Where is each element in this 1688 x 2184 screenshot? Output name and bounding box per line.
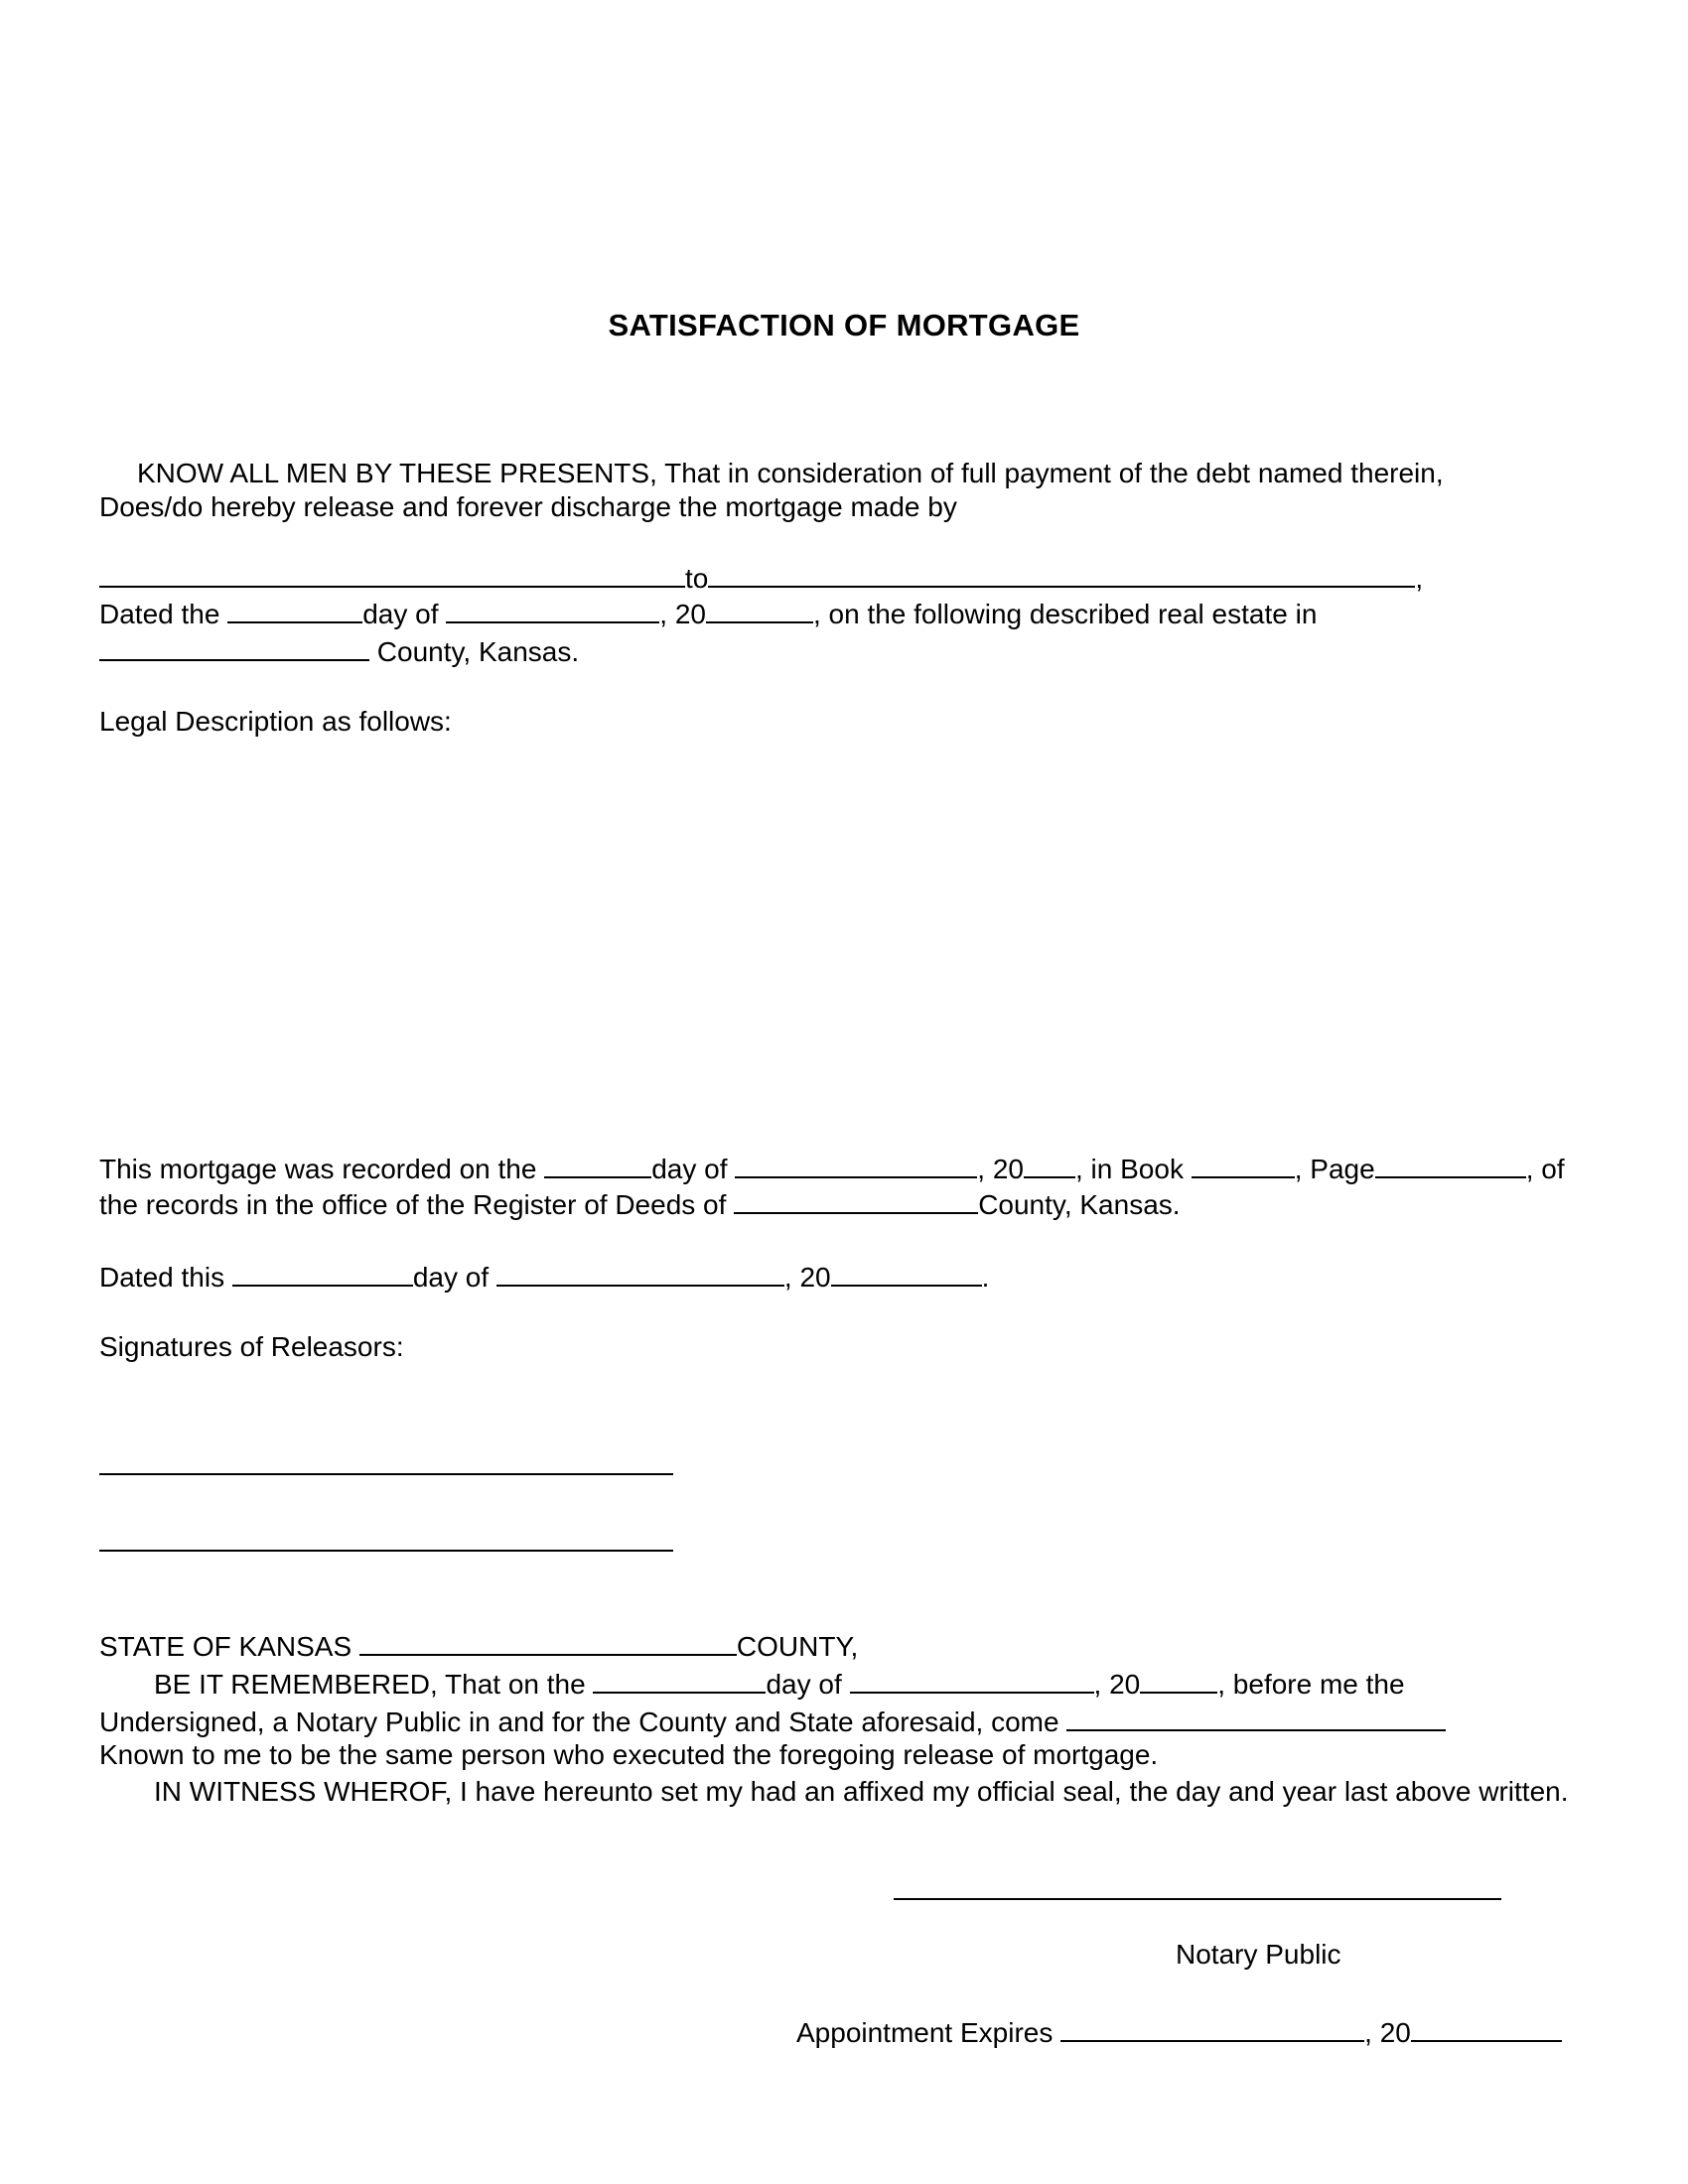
intro-line-1: KNOW ALL MEN BY THESE PRESENTS, That in consideration of full payment of the debt named therein, xyxy=(137,458,1444,488)
dated-day-of-label: day of xyxy=(362,599,447,629)
dated-this-year-blank[interactable] xyxy=(831,1257,982,1287)
county-blank[interactable] xyxy=(99,631,369,661)
notary-signature-line[interactable] xyxy=(894,1898,1501,1900)
remembered-line xyxy=(154,1664,1405,1702)
remembered-year-blank[interactable] xyxy=(1140,1664,1217,1694)
parties-line xyxy=(99,558,1423,596)
dated-the-label: Dated the xyxy=(99,599,228,629)
recorded-month-blank[interactable] xyxy=(735,1149,977,1178)
remembered-day-of: day of xyxy=(766,1669,850,1700)
register-of-deeds-text: the records in the office of the Register of Deeds of xyxy=(99,1189,735,1220)
remembered-label: BE IT REMEMBERED, That on the xyxy=(154,1669,594,1700)
register-county-blank[interactable] xyxy=(734,1184,978,1214)
recorded-line-1 xyxy=(99,1149,1565,1186)
releasor-signature-line-1[interactable] xyxy=(99,1473,673,1475)
recorded-line-2 xyxy=(99,1184,1181,1222)
legal-description-label: Legal Description as follows: xyxy=(99,706,452,737)
mortgagor-blank[interactable] xyxy=(99,558,685,588)
dated-this-line xyxy=(99,1257,989,1295)
appointment-date-blank[interactable] xyxy=(1060,2012,1364,2042)
county-line xyxy=(99,631,579,669)
recorded-page-blank[interactable] xyxy=(1375,1149,1526,1178)
dated-this-period: . xyxy=(981,1262,990,1293)
dated-line xyxy=(99,594,1317,631)
recorded-day-of: day of xyxy=(651,1154,736,1184)
remembered-before-me: , before me the xyxy=(1217,1669,1405,1700)
recorded-year-prefix: , 20 xyxy=(977,1154,1024,1184)
remembered-day-blank[interactable] xyxy=(593,1664,766,1694)
known-line: Known to me to be the same person who executed the foregoing release of mortgage. xyxy=(99,1739,1159,1770)
dated-day-blank[interactable] xyxy=(227,594,362,623)
signatures-label: Signatures of Releasors: xyxy=(99,1331,404,1362)
witness-line: IN WITNESS WHEROF, I have hereunto set my had an affixed my official seal, the day and year last above written. xyxy=(154,1776,1569,1807)
intro-line-2: Does/do hereby release and forever discharge the mortgage made by xyxy=(99,491,957,522)
appointment-expires-label: Appointment Expires xyxy=(796,2017,1061,2048)
remembered-month-blank[interactable] xyxy=(850,1664,1094,1694)
dated-this-day-of: day of xyxy=(412,1262,496,1293)
undersigned-line xyxy=(99,1702,1446,1739)
to-word: to xyxy=(685,563,709,594)
appointment-line xyxy=(796,2012,1562,2050)
state-of-kansas-line xyxy=(99,1626,858,1664)
dated-this-month-blank[interactable] xyxy=(496,1257,784,1287)
notary-public-label: Notary Public xyxy=(1176,1939,1341,1970)
appointment-year-prefix: , 20 xyxy=(1364,2017,1411,2048)
recorded-label: This mortgage was recorded on the xyxy=(99,1154,545,1184)
recorded-book-blank[interactable] xyxy=(1192,1149,1295,1178)
recorded-book-label: , in Book xyxy=(1075,1154,1192,1184)
remembered-year-prefix: , 20 xyxy=(1093,1669,1141,1700)
state-of-kansas-label: STATE OF KANSAS xyxy=(99,1631,359,1662)
document-title: SATISFACTION OF MORTGAGE xyxy=(608,308,1080,342)
dated-this-label: Dated this xyxy=(99,1262,232,1293)
recorded-year-blank[interactable] xyxy=(1024,1149,1075,1178)
dated-month-blank[interactable] xyxy=(446,594,659,623)
recorded-of-text: , of xyxy=(1525,1154,1565,1184)
register-county-kansas: County, Kansas. xyxy=(978,1189,1181,1220)
dated-year-prefix: , 20 xyxy=(659,599,706,629)
dated-year-blank[interactable] xyxy=(706,594,813,623)
recorded-day-blank[interactable] xyxy=(544,1149,651,1178)
dated-this-year-prefix: , 20 xyxy=(783,1262,831,1293)
recorded-page-label: , Page xyxy=(1294,1154,1375,1184)
notary-county-label: COUNTY, xyxy=(736,1631,859,1662)
parties-comma: , xyxy=(1415,563,1424,594)
dated-rest-text: , on the following described real estate in xyxy=(812,599,1318,629)
appointment-year-blank[interactable] xyxy=(1411,2012,1562,2042)
undersigned-text: Undersigned, a Notary Public in and for the County and State aforesaid, come xyxy=(99,1706,1067,1737)
releasor-signature-line-2[interactable] xyxy=(99,1550,673,1552)
mortgagee-blank[interactable] xyxy=(708,558,1415,588)
dated-this-day-blank[interactable] xyxy=(232,1257,413,1287)
person-appeared-blank[interactable] xyxy=(1066,1702,1446,1731)
county-kansas-text: County, Kansas. xyxy=(369,636,580,667)
notary-county-blank[interactable] xyxy=(359,1626,737,1656)
